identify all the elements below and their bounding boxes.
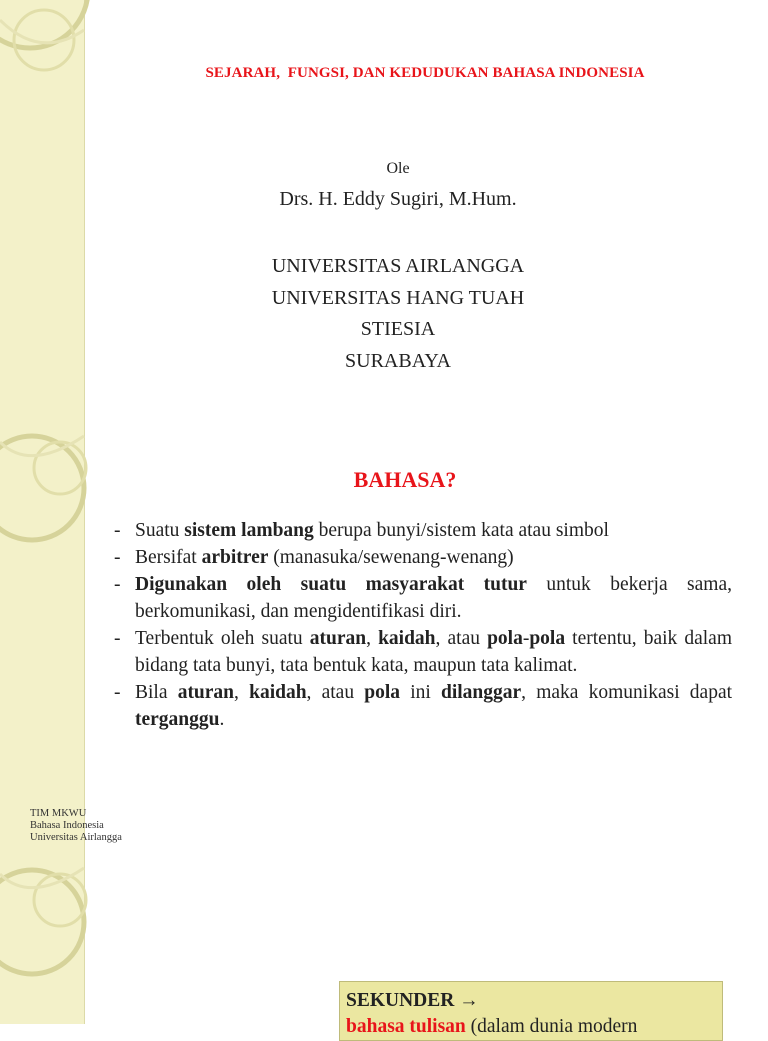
slide-footer bbox=[30, 808, 122, 844]
arrow-right-icon: → bbox=[459, 990, 479, 1011]
list-item: - Digunakan oleh suatu masyarakat tutur untuk bekerja sama, berkomunikasi, dan mengidentifikasi diri. bbox=[112, 571, 732, 625]
bullet-dash: - bbox=[114, 520, 121, 541]
author-name: Drs. H. Eddy Sugiri, M.Hum. bbox=[279, 188, 517, 210]
institution-list bbox=[90, 251, 706, 377]
author-prefix: Ole bbox=[386, 160, 410, 177]
institution-line: UNIVERSITAS HANG TUAH bbox=[271, 286, 525, 309]
secondary-language-box bbox=[339, 981, 723, 1041]
presentation-title: SEJARAH, FUNGSI, DAN KEDUDUKAN BAHASA INDONESIA bbox=[205, 65, 645, 81]
list-item: - Bersifat arbitrer (manasuka/sewenang-wenang) bbox=[112, 544, 732, 571]
institution-line: UNIVERSITAS AIRLANGGA bbox=[271, 255, 525, 277]
decorative-side-band bbox=[0, 0, 85, 432]
content-slide-partial bbox=[0, 864, 768, 1037]
box-text: bahasa tulisan (dalam dunia modern bbox=[346, 1016, 638, 1037]
box-heading: SEKUNDER → bbox=[346, 990, 479, 1011]
decorative-side-band bbox=[0, 864, 85, 1024]
bullet-dash: - bbox=[114, 682, 121, 703]
footer-line: TIM MKWU bbox=[30, 808, 87, 819]
bullet-dash: - bbox=[114, 574, 121, 595]
institution-line: STIESIA bbox=[360, 318, 436, 340]
footer-line: Universitas Airlangga bbox=[30, 832, 122, 843]
definition-bullet-list bbox=[112, 517, 732, 733]
title-slide bbox=[0, 0, 768, 432]
bullet-dash: - bbox=[114, 547, 121, 568]
institution-line: SURABAYA bbox=[345, 349, 451, 372]
slide-heading: BAHASA? bbox=[353, 467, 457, 492]
list-item: - Suatu sistem lambang berupa bunyi/sistem kata atau simbol bbox=[112, 517, 732, 544]
decorative-swirl-icon bbox=[0, 0, 84, 432]
list-item: - Terbentuk oleh suatu aturan, kaidah, atau pola-pola tertentu, baik dalam bidang tata bunyi, tata bentuk kata, maupun tata kalimat. bbox=[112, 625, 732, 679]
footer-line: Bahasa Indonesia bbox=[30, 820, 104, 831]
decorative-swirl-icon bbox=[0, 432, 84, 864]
list-item: - Bila aturan, kaidah, atau pola ini dilanggar, maka komunikasi dapat terganggu. bbox=[112, 679, 732, 733]
decorative-swirl-icon bbox=[0, 864, 84, 1024]
bullet-dash: - bbox=[114, 628, 121, 649]
decorative-side-band bbox=[0, 432, 85, 864]
content-slide-bahasa bbox=[0, 432, 768, 864]
